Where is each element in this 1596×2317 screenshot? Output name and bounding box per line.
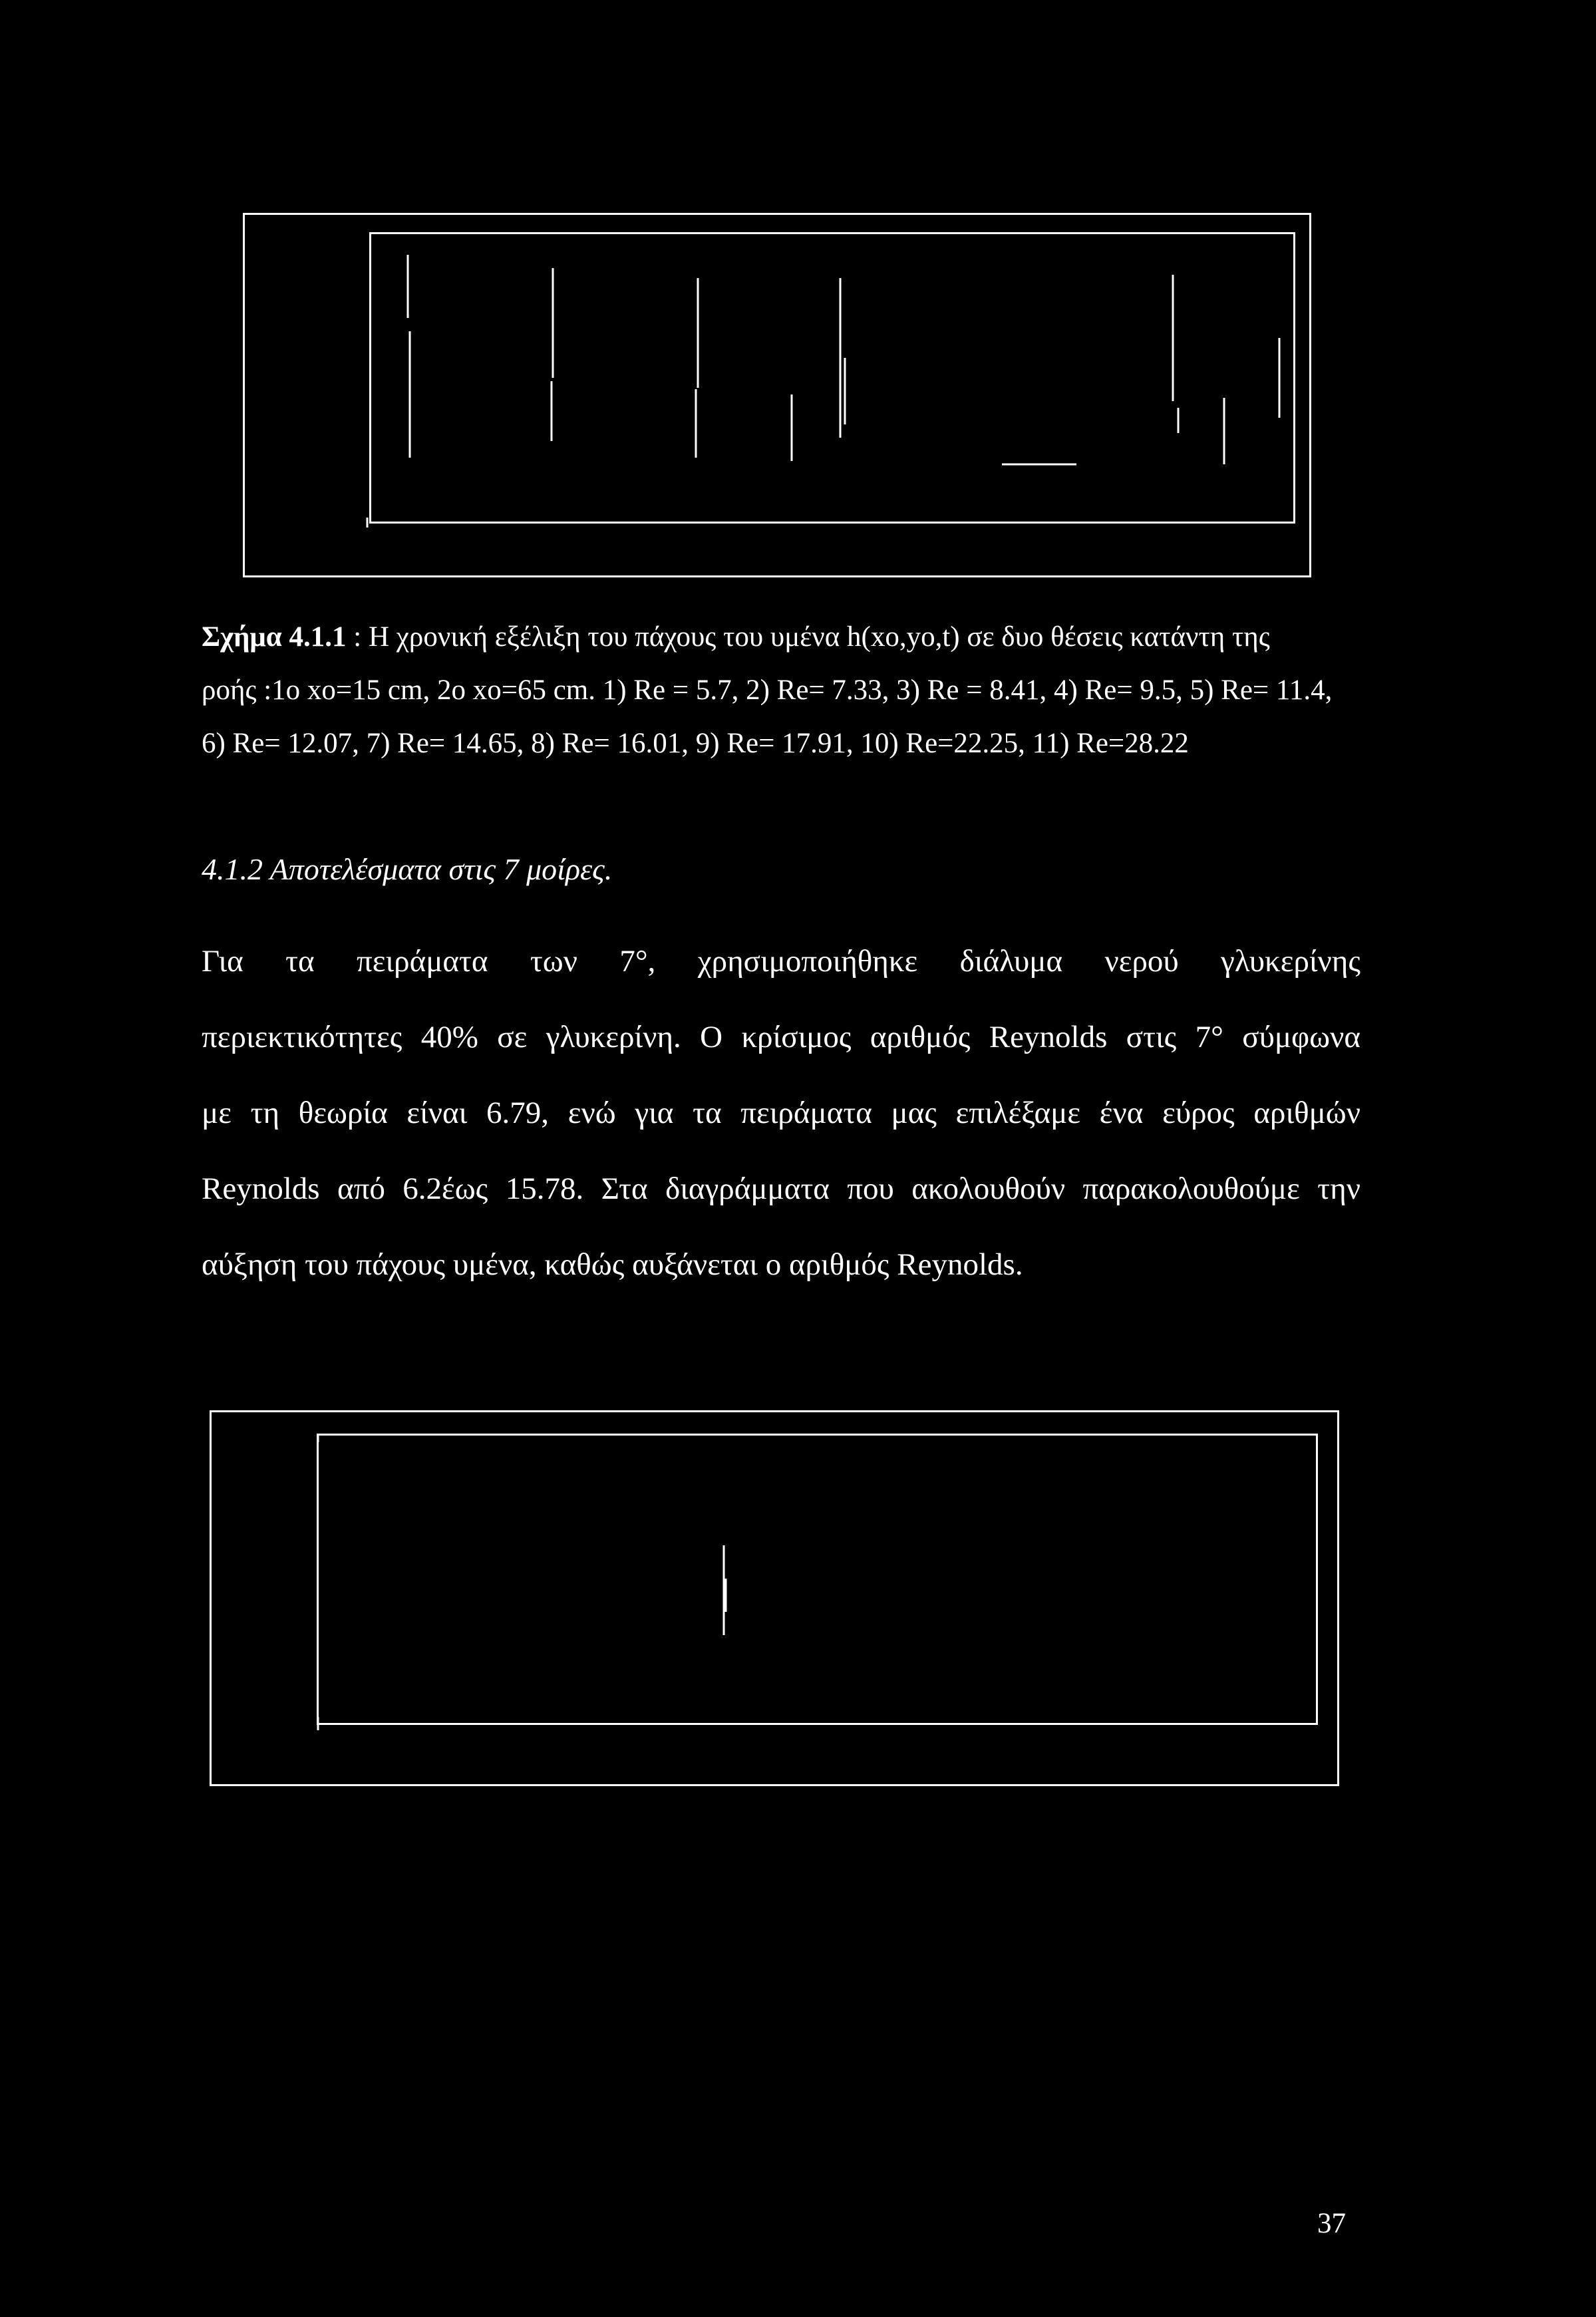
paragraph-line: Reynolds από 6.2έως 15.78. Στα διαγράμματα που ακολουθούν παρακολουθούμε την xyxy=(202,1171,1360,1206)
figure-1-caption-line-2: ροής :1ο xo=15 cm, 2o xo=65 cm. 1) Re = 5.7, 2) Re= 7.33, 3) Re = 8.41, 4) Re= 9.5, 5) Re= 11.4, xyxy=(202,675,1333,706)
paragraph-line: περιεκτικότητες 40% σε γλυκερίνη. Ο κρίσιμος αριθμός Reynolds στις 7° σύμφωνα xyxy=(202,1020,1360,1054)
section-heading: 4.1.2 Αποτελέσματα στις 7 μοίρες. xyxy=(202,852,613,886)
figure-1 xyxy=(243,213,1311,577)
figure-1-caption-label: Σχήμα 4.1.1 xyxy=(202,621,347,653)
figure-1-traces xyxy=(245,215,1313,579)
paragraph-line: με τη θεωρία είναι 6.79, ενώ για τα πειράματα μας επιλέξαμε ένα εύρος αριθμών xyxy=(202,1096,1360,1130)
figure-2 xyxy=(210,1410,1339,1786)
figure-1-caption-line-3: 6) Re= 12.07, 7) Re= 14.65, 8) Re= 16.01, 9) Re= 17.91, 10) Re=22.25, 11) Re=28.22 xyxy=(202,728,1189,759)
page-number: 37 xyxy=(1317,2208,1346,2239)
paragraph-line: Για τα πειράματα των 7°, χρησιμοποιήθηκε διάλυμα νερού γλυκερίνης xyxy=(202,944,1360,979)
figure-2-traces xyxy=(212,1412,1341,1788)
figure-1-caption-line-1: Σχήμα 4.1.1 : Η χρονική εξέλιξη του πάχους του υμένα h(xo,yo,t) σε δυο θέσεις κατάντη της xyxy=(202,621,1270,653)
paragraph-line: αύξηση του πάχους υμένα, καθώς αυξάνεται ο αριθμός Reynolds. xyxy=(202,1247,1023,1282)
